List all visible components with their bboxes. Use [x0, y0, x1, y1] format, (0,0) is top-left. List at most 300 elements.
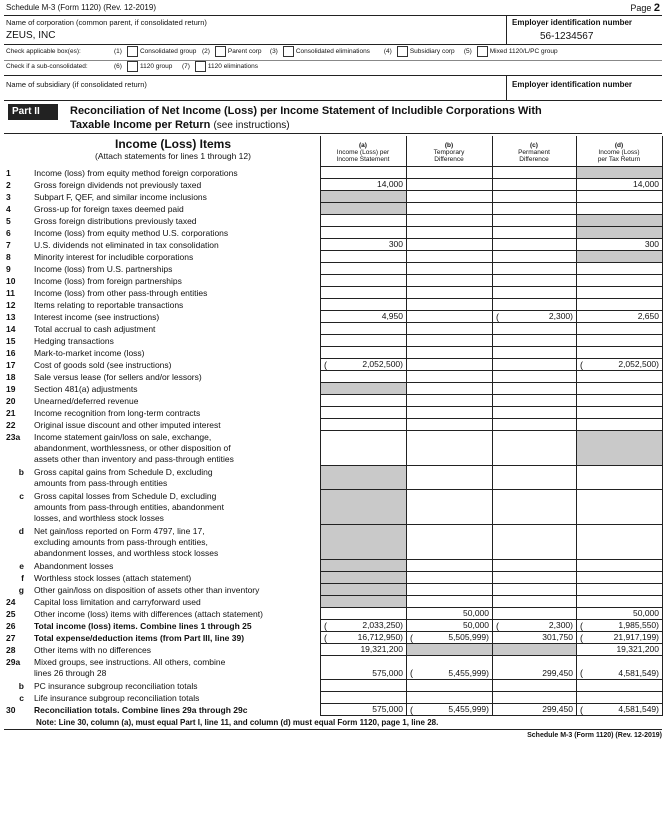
amount-cell-c[interactable]	[492, 419, 576, 431]
negative-paren: (	[580, 705, 583, 715]
amount-cell-c[interactable]: 301,750	[492, 632, 576, 644]
amount-cell-a[interactable]: 575,000	[320, 704, 406, 716]
amount-cell-b[interactable]	[406, 167, 492, 179]
amount-cell-d[interactable]	[576, 371, 662, 383]
line-number: 25	[6, 609, 16, 619]
amount-cell-a	[320, 203, 406, 215]
amount-cell-a[interactable]	[320, 275, 406, 287]
amount-cell-d[interactable]	[576, 323, 662, 335]
line-number: 12	[6, 300, 16, 310]
column-header-0: (a) Income (Loss) per Income Statement	[336, 142, 390, 163]
line-description: Other gain/loss on disposition of assets other than inventory	[34, 585, 260, 595]
amount-cell-b[interactable]	[406, 596, 492, 608]
line-number: b	[18, 681, 24, 691]
parent-corp-checkbox[interactable]	[215, 46, 226, 57]
amount-cell-c[interactable]	[492, 251, 576, 263]
amount-cell-d[interactable]	[576, 395, 662, 407]
line-description: U.S. dividends not eliminated in tax consolidation	[34, 240, 219, 250]
amount-cell-c[interactable]	[492, 299, 576, 311]
amount-cell-d[interactable]	[576, 275, 662, 287]
line-9-row	[4, 263, 662, 275]
line-description: Worthless stock losses (attach statement)	[34, 573, 192, 583]
line-b-row	[4, 680, 662, 692]
amount-cell-a[interactable]: 14,000	[320, 179, 406, 191]
amount-cell-c[interactable]	[492, 227, 576, 239]
amount-cell-c[interactable]	[492, 431, 576, 466]
amount-cell-c[interactable]	[492, 560, 576, 572]
items-heading: Income (Loss) Items (Attach statements for lines 1 through 12)	[95, 137, 251, 161]
amount-cell-b[interactable]	[406, 419, 492, 431]
amount-cell-c[interactable]	[492, 215, 576, 227]
line-18-row	[4, 371, 662, 383]
amount-cell-b[interactable]	[406, 287, 492, 299]
line-7-row	[4, 239, 662, 251]
line-25-row	[4, 608, 662, 620]
amount-cell-c[interactable]	[492, 584, 576, 596]
amount-cell-b[interactable]	[406, 239, 492, 251]
line-number: 7	[6, 240, 11, 250]
amount-cell-d[interactable]: 300	[576, 239, 662, 251]
negative-paren: (	[410, 705, 413, 715]
negative-paren: (	[580, 633, 583, 643]
line-20-row	[4, 395, 662, 407]
line-2-row	[4, 179, 662, 191]
amount-cell-c[interactable]	[492, 359, 576, 371]
amount-cell-d	[576, 167, 662, 179]
subsidiary-name-label: Name of subsidiary (if consolidated return)	[6, 80, 147, 89]
amount-cell-b[interactable]	[406, 431, 492, 466]
amount-cell-b[interactable]	[406, 299, 492, 311]
amount-cell-d[interactable]	[576, 203, 662, 215]
line-22-row	[4, 419, 662, 431]
line-number: 2	[6, 180, 11, 190]
line-description: Original issue discount and other imputed interest	[34, 420, 221, 430]
line-description: Gross capital gains from Schedule D, excluding amounts from pass-through entities	[34, 467, 213, 488]
footer-title: Schedule M-3 (Form 1120) (Rev. 12-2019)	[527, 732, 662, 739]
amount-cell-b[interactable]	[406, 572, 492, 584]
line-number: 3	[6, 192, 11, 202]
amount-cell-c[interactable]	[492, 407, 576, 419]
amount-cell-b[interactable]	[406, 466, 492, 490]
amount-cell-c[interactable]	[492, 383, 576, 395]
line-description: Total accrual to cash adjustment	[34, 324, 156, 334]
amount-cell-a	[320, 560, 406, 572]
amount-cell-c[interactable]	[492, 287, 576, 299]
negative-paren: (	[580, 668, 583, 678]
amount-cell-d[interactable]: 14,000	[576, 179, 662, 191]
amount-cell-d[interactable]: 4,581,549) (	[576, 704, 662, 716]
amount-cell-a	[320, 490, 406, 525]
amount-cell-d[interactable]	[576, 191, 662, 203]
amount-cell-d[interactable]	[576, 572, 662, 584]
amount-cell-a[interactable]	[320, 431, 406, 466]
line-description: Sale versus lease (for sellers and/or lessors)	[34, 372, 202, 382]
line-6-row	[4, 227, 662, 239]
line-description: Gross foreign dividends not previously taxed	[34, 180, 202, 190]
amount-cell-c[interactable]	[492, 680, 576, 692]
amount-cell-b[interactable]	[406, 323, 492, 335]
amount-cell-b[interactable]	[406, 395, 492, 407]
amount-cell-c[interactable]	[492, 692, 576, 704]
amount-cell-a[interactable]	[320, 371, 406, 383]
amount-cell-b[interactable]	[406, 275, 492, 287]
line-26-row	[4, 620, 662, 632]
amount-cell-d[interactable]	[576, 407, 662, 419]
line-description: Subpart F, QEF, and similar income inclusions	[34, 192, 207, 202]
line-number: f	[21, 573, 24, 583]
line-number: 14	[6, 324, 16, 334]
amount-cell-b[interactable]	[406, 490, 492, 525]
amount-cell-a[interactable]	[320, 692, 406, 704]
amount-cell-d[interactable]	[576, 692, 662, 704]
amount-cell-c[interactable]	[492, 167, 576, 179]
line-c-row	[4, 692, 662, 704]
line-number: 26	[6, 621, 16, 631]
line-description: Minority interest for includible corporations	[34, 252, 194, 262]
corp-name-value[interactable]: ZEUS, INC	[6, 30, 56, 41]
amount-cell-c[interactable]	[492, 466, 576, 490]
amount-cell-c[interactable]	[492, 263, 576, 275]
line-11-row	[4, 287, 662, 299]
line-description: Unearned/deferred revenue	[34, 396, 139, 406]
amount-cell-d	[576, 227, 662, 239]
amount-cell-c[interactable]	[492, 572, 576, 584]
amount-cell-a[interactable]	[320, 335, 406, 347]
line-description: Life insurance subgroup reconciliation totals	[34, 693, 200, 703]
amount-cell-c[interactable]	[492, 239, 576, 251]
amount-cell-b[interactable]	[406, 227, 492, 239]
line-number: c	[19, 491, 24, 501]
line-description: Capital loss limitation and carryforward used	[34, 597, 201, 607]
line-description: Income (loss) from foreign partnerships	[34, 276, 182, 286]
amount-cell-b[interactable]	[406, 347, 492, 359]
column-header-3: (d) Income (Loss) per Tax Return	[597, 142, 641, 163]
line-number: 15	[6, 336, 16, 346]
line-description: PC insurance subgroup reconciliation totals	[34, 681, 198, 691]
line-number: g	[18, 585, 24, 595]
line-f-row	[4, 572, 662, 584]
amount-cell-a[interactable]: 300	[320, 239, 406, 251]
amount-cell-b[interactable]	[406, 371, 492, 383]
amount-cell-c[interactable]	[492, 596, 576, 608]
line-e-row	[4, 560, 662, 572]
line-27-row	[4, 632, 662, 644]
line-c-row	[4, 490, 662, 525]
negative-paren: (	[580, 360, 583, 370]
amount-cell-b[interactable]	[406, 359, 492, 371]
checkbox-row-2: Check if a sub-consolidated: (6) 1120 group (7) 1120 eliminations	[6, 63, 259, 70]
amount-cell-d[interactable]	[576, 680, 662, 692]
line-8-row	[4, 251, 662, 263]
amount-cell-c[interactable]	[492, 191, 576, 203]
line-number: 19	[6, 384, 16, 394]
amount-cell-b[interactable]	[406, 584, 492, 596]
line-number: 27	[6, 633, 16, 643]
amount-cell-b[interactable]	[406, 407, 492, 419]
amount-cell-a[interactable]	[320, 167, 406, 179]
line-number: 18	[6, 372, 16, 382]
line-description: Income recognition from long-term contracts	[34, 408, 201, 418]
consolidated-eliminations-checkbox[interactable]	[283, 46, 294, 57]
line-description: Gross capital losses from Schedule D, excluding amounts from pass-through entities, abandonment losses, and worthless stock losses	[34, 491, 224, 523]
amount-cell-d[interactable]: 1,985,550) (	[576, 620, 662, 632]
line-description: Income statement gain/loss on sale, exchange, abandonment, worthlessness, or other disposition of assets other than inventory and pass-through entities	[34, 432, 234, 464]
amount-cell-a[interactable]: 16,712,950) (	[320, 632, 406, 644]
line-number: 20	[6, 396, 16, 406]
line-description: Income (loss) from equity method foreign corporations	[34, 168, 238, 178]
line-number: b	[18, 467, 24, 477]
amount-cell-a[interactable]: 2,052,500) (	[320, 359, 406, 371]
line-number: e	[19, 561, 24, 571]
line-description: Total income (loss) items. Combine lines 1 through 25	[34, 621, 252, 631]
amount-cell-d[interactable]: 50,000	[576, 608, 662, 620]
amount-cell-b[interactable]: 50,000	[406, 620, 492, 632]
amount-cell-d[interactable]	[576, 263, 662, 275]
amount-cell-b	[406, 644, 492, 656]
line-29a-row	[4, 656, 662, 680]
amount-cell-b[interactable]	[406, 525, 492, 560]
amount-cell-a[interactable]	[320, 323, 406, 335]
line-number: 17	[6, 360, 16, 370]
amount-cell-a[interactable]: 19,321,200	[320, 644, 406, 656]
1120-group-checkbox[interactable]	[127, 61, 138, 72]
negative-paren: (	[410, 633, 413, 643]
amount-cell-d[interactable]	[576, 584, 662, 596]
mixed-group-checkbox[interactable]	[477, 46, 488, 57]
line-number: 4	[6, 204, 11, 214]
column-header-1: (b) Temporary Difference	[433, 142, 465, 163]
amount-cell-d	[576, 215, 662, 227]
amount-cell-b[interactable]	[406, 263, 492, 275]
subsidiary-ein-label: Employer identification number	[512, 80, 633, 89]
amount-cell-c[interactable]	[492, 490, 576, 525]
amount-cell-c	[492, 644, 576, 656]
negative-paren: (	[410, 668, 413, 678]
line-13-row	[4, 311, 662, 323]
line-description: Mark-to-market income (loss)	[34, 348, 145, 358]
negative-paren: (	[324, 633, 327, 643]
amount-cell-a	[320, 383, 406, 395]
amount-cell-c[interactable]: 2,300) (	[492, 620, 576, 632]
amount-cell-c[interactable]	[492, 347, 576, 359]
amount-cell-a[interactable]	[320, 608, 406, 620]
line-description: Hedging transactions	[34, 336, 114, 346]
negative-paren: (	[324, 621, 327, 631]
amount-cell-d[interactable]	[576, 287, 662, 299]
line-b-row	[4, 466, 662, 490]
column-header-2: (c) Permanent Difference	[518, 142, 550, 163]
subsidiary-corp-checkbox[interactable]	[397, 46, 408, 57]
line-description: Total expense/deduction items (from Part III, line 39)	[34, 633, 245, 643]
line-description: Items relating to reportable transactions	[34, 300, 184, 310]
line-description: Other income (loss) items with differences (attach statement)	[34, 609, 263, 619]
line-15-row	[4, 335, 662, 347]
line-number: 24	[6, 597, 16, 607]
amount-cell-d[interactable]	[576, 419, 662, 431]
amount-cell-b[interactable]	[406, 251, 492, 263]
line-30-row	[4, 704, 662, 716]
line-description: Abandonment losses	[34, 561, 114, 571]
negative-paren: (	[496, 312, 499, 322]
amount-cell-b[interactable]	[406, 383, 492, 395]
amount-cell-a[interactable]	[320, 419, 406, 431]
form-title: Schedule M-3 (Form 1120) (Rev. 12-2019)	[6, 3, 156, 12]
line-description: Gross foreign distributions previously taxed	[34, 216, 197, 226]
line-description: Reconciliation totals. Combine lines 29a through 29c	[34, 705, 248, 715]
line-number: 6	[6, 228, 11, 238]
amount-cell-a	[320, 525, 406, 560]
line-number: 29a	[6, 657, 21, 667]
amount-cell-c[interactable]	[492, 371, 576, 383]
line-28-row	[4, 644, 662, 656]
amount-cell-a	[320, 191, 406, 203]
amount-cell-d[interactable]: 21,917,199) (	[576, 632, 662, 644]
amount-cell-a	[320, 466, 406, 490]
amount-cell-b[interactable]	[406, 215, 492, 227]
line-g-row	[4, 584, 662, 596]
line-description: Income (loss) from U.S. partnerships	[34, 264, 173, 274]
line-23a-row	[4, 431, 662, 466]
line-number: 1	[6, 168, 11, 178]
amount-cell-a	[320, 596, 406, 608]
line-10-row	[4, 275, 662, 287]
amount-cell-b[interactable]	[406, 191, 492, 203]
amount-cell-a[interactable]: 4,950	[320, 311, 406, 323]
amount-cell-c[interactable]	[492, 335, 576, 347]
page-label: Page 2	[630, 2, 660, 14]
amount-cell-a[interactable]	[320, 299, 406, 311]
amount-cell-a[interactable]	[320, 287, 406, 299]
line-number: 10	[6, 276, 16, 286]
amount-cell-c[interactable]	[492, 395, 576, 407]
line-description: Cost of goods sold (see instructions)	[34, 360, 172, 370]
amount-cell-b[interactable]: 50,000	[406, 608, 492, 620]
amount-cell-b[interactable]: 5,455,999) (	[406, 656, 492, 680]
amount-cell-c[interactable]	[492, 275, 576, 287]
amount-cell-b[interactable]	[406, 203, 492, 215]
amount-cell-d[interactable]: 2,052,500) (	[576, 359, 662, 371]
amount-cell-b[interactable]	[406, 335, 492, 347]
line-14-row	[4, 323, 662, 335]
amount-cell-b[interactable]: 5,455,999) (	[406, 704, 492, 716]
line-3-row	[4, 191, 662, 203]
negative-paren: (	[324, 360, 327, 370]
amount-cell-b[interactable]	[406, 560, 492, 572]
amount-cell-d[interactable]	[576, 525, 662, 560]
line-number: 8	[6, 252, 11, 262]
amount-cell-d[interactable]	[576, 596, 662, 608]
line-description: Income (loss) from other pass-through entities	[34, 288, 208, 298]
amount-cell-d	[576, 251, 662, 263]
line-description: Net gain/loss reported on Form 4797, line 17, excluding amounts from pass-through entities, abandonment losses, and worthless stock losses	[34, 526, 219, 558]
amount-cell-c[interactable]	[492, 179, 576, 191]
amount-cell-d[interactable]	[576, 560, 662, 572]
line-number: c	[19, 693, 24, 703]
line-number: 5	[6, 216, 11, 226]
line-number: d	[18, 526, 24, 536]
amount-cell-a[interactable]: 575,000	[320, 656, 406, 680]
line-description: Income (loss) from equity method U.S. corporations	[34, 228, 229, 238]
amount-cell-d[interactable]	[576, 383, 662, 395]
line-16-row	[4, 347, 662, 359]
line-number: 9	[6, 264, 11, 274]
checkbox-row-1: Check applicable box(es): (1) Consolidated group (2) Parent corp (3) Consolidated eliminations (4) Subsidiary corp (5) Mixed 1120/L/PC group	[6, 48, 558, 55]
note-text: Note: Line 30, column (a), must equal Part I, line 11, and column (d) must equal Form 1120, page 1, line 28.	[36, 718, 439, 727]
line-number: 16	[6, 348, 16, 358]
amount-cell-d[interactable]	[576, 347, 662, 359]
line-number: 11	[6, 288, 15, 298]
amount-cell-d[interactable]	[576, 335, 662, 347]
page-number: 2	[653, 2, 660, 14]
amount-cell-c[interactable]	[492, 323, 576, 335]
amount-cell-b[interactable]	[406, 311, 492, 323]
consolidated-group-checkbox[interactable]	[127, 46, 138, 57]
line-4-row	[4, 203, 662, 215]
line-description: Interest income (see instructions)	[34, 312, 160, 322]
line-number: 28	[6, 645, 16, 655]
amount-cell-a[interactable]	[320, 227, 406, 239]
line-d-row	[4, 525, 662, 560]
line-17-row	[4, 359, 662, 371]
amount-cell-d[interactable]: 19,321,200	[576, 644, 662, 656]
amount-cell-c[interactable]	[492, 608, 576, 620]
amount-cell-b[interactable]: 5,505,999) (	[406, 632, 492, 644]
line-1-row	[4, 167, 662, 179]
negative-paren: (	[496, 621, 499, 631]
amount-cell-b[interactable]	[406, 680, 492, 692]
amount-cell-d[interactable]	[576, 299, 662, 311]
amount-cell-a[interactable]	[320, 251, 406, 263]
amount-cell-a	[320, 572, 406, 584]
line-number: 21	[6, 408, 16, 418]
amount-cell-c[interactable]	[492, 525, 576, 560]
negative-paren: (	[580, 621, 583, 631]
amount-cell-a[interactable]	[320, 215, 406, 227]
line-description: Section 481(a) adjustments	[34, 384, 138, 394]
amount-cell-d	[576, 431, 662, 466]
amount-cell-b[interactable]	[406, 179, 492, 191]
amount-cell-d[interactable]	[576, 490, 662, 525]
line-description: Mixed groups, see instructions. All others, combine lines 26 through 28	[34, 657, 226, 678]
ein-value[interactable]: 56-1234567	[540, 31, 594, 42]
1120-eliminations-checkbox[interactable]	[195, 61, 206, 72]
amount-cell-a[interactable]	[320, 407, 406, 419]
line-12-row	[4, 299, 662, 311]
line-19-row	[4, 383, 662, 395]
amount-cell-a[interactable]	[320, 395, 406, 407]
amount-cell-c[interactable]: 299,450	[492, 704, 576, 716]
line-number: 13	[6, 312, 16, 322]
amount-cell-c[interactable]: 299,450	[492, 656, 576, 680]
amount-cell-a[interactable]	[320, 680, 406, 692]
amount-cell-b[interactable]	[406, 692, 492, 704]
amount-cell-c[interactable]	[492, 203, 576, 215]
amount-cell-c[interactable]: 2,300) (	[492, 311, 576, 323]
amount-cell-a[interactable]	[320, 347, 406, 359]
amount-cell-a[interactable]	[320, 263, 406, 275]
corp-name-label: Name of corporation (common parent, if consolidated return)	[6, 18, 207, 27]
amount-cell-d[interactable]: 4,581,549) (	[576, 656, 662, 680]
part-badge: Part II	[8, 104, 58, 120]
amount-cell-d[interactable]: 2,650	[576, 311, 662, 323]
line-number: 23a	[6, 432, 21, 442]
line-number: 22	[6, 420, 16, 430]
amount-cell-d[interactable]	[576, 466, 662, 490]
line-description: Other items with no differences	[34, 645, 152, 655]
amount-cell-a	[320, 584, 406, 596]
ein-label: Employer identification number	[512, 18, 633, 27]
amount-cell-a[interactable]: 2,033,250) (	[320, 620, 406, 632]
